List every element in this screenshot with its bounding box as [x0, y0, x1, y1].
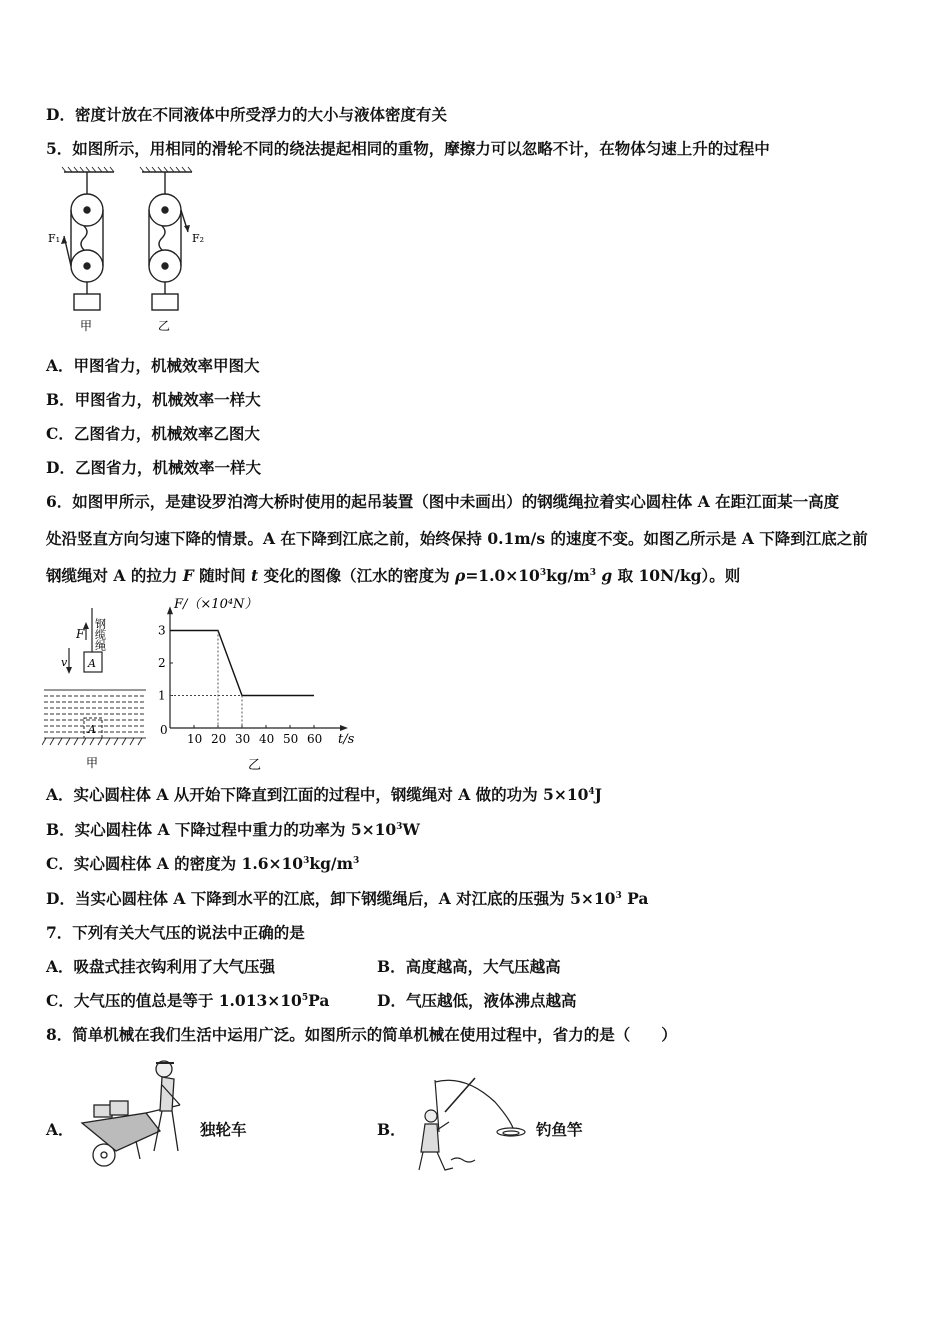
- q7-c-exp: 5: [301, 992, 309, 1003]
- q6-stem-line3: [46, 564, 740, 586]
- q6-var-t: t: [251, 566, 259, 585]
- q6-d-exp: 3: [615, 890, 622, 901]
- jia-force-label: F: [76, 627, 85, 641]
- q6-b-unit: W: [402, 820, 420, 839]
- chart-x-tick-label: 30: [235, 732, 251, 746]
- pulley-system-jia: [62, 167, 114, 310]
- chart-series-line: [170, 631, 314, 696]
- q6-stem-line2: 处沿竖直方向匀速下降的情景。A 在下降到江底之前，始终保持 0.1m/s 的速度不变。如图乙所示是 A 下降到江底之前: [46, 529, 868, 548]
- q7-option-a: A．吸盘式挂衣钩利用了大气压强: [46, 957, 276, 976]
- chart-y-axis-arrow: [167, 606, 173, 614]
- q6-option-b: [46, 818, 420, 840]
- q6-figure-jia: [42, 604, 152, 774]
- q5-pulley-figure: [44, 166, 214, 336]
- q6-option-c: [46, 852, 359, 874]
- q8-option-b-label: 钓鱼竿: [536, 1120, 583, 1139]
- chart-y-tick-label: 2: [158, 656, 166, 670]
- q4-option-d: D．密度计放在不同液体中所受浮力的大小与液体密度有关: [46, 105, 447, 124]
- chart-caption: 乙: [248, 758, 262, 773]
- wheelbarrow-illustration: [76, 1055, 196, 1173]
- q7-c-unit: Pa: [308, 991, 330, 1010]
- chart-x-tick-label: 20: [211, 732, 227, 746]
- q6-stem-line1: [46, 490, 839, 512]
- pulley-system-yi: [140, 167, 192, 310]
- q6-a-unit: J: [594, 785, 603, 804]
- q7-option-d: D．气压越低，液体沸点越高: [377, 991, 577, 1010]
- jia-block-underwater-label: A: [88, 723, 96, 736]
- chart-y-tick-label: 1: [158, 688, 166, 703]
- q7-stem: [46, 921, 305, 943]
- chart-y-axis-label: F/（×10⁴N）: [174, 597, 258, 612]
- q5-stem: [46, 137, 770, 159]
- yi-caption: 乙: [158, 319, 171, 333]
- jia-velocity-label: v: [61, 656, 68, 669]
- q6-text3a: 钢缆绳对 A 的拉力: [46, 566, 183, 585]
- chart-x-axis-label: t/s: [338, 732, 355, 747]
- q5-stem-text: 如图所示，用相同的滑轮不同的绕法提起相同的重物，摩擦力可以忽略不计，在物体匀速上升的过程中: [72, 139, 770, 158]
- q6-text3b: 随时间: [193, 566, 252, 585]
- q6-text3c: 变化的图像（江水的密度为: [258, 566, 455, 585]
- q5-number: 5．: [46, 139, 73, 158]
- q6-b-exp: 3: [396, 821, 403, 832]
- q6-a-exp: 4: [588, 786, 595, 797]
- chart-x-tick-label: 10: [187, 732, 203, 746]
- q8-stem: [46, 1023, 677, 1045]
- q7-option-c: [46, 989, 329, 1011]
- chart-x-axis-arrow: [340, 725, 348, 731]
- q6-c-unit: kg/m: [309, 854, 353, 873]
- f1-label: F₁: [48, 232, 61, 245]
- q7-option-b: B．高度越高，大气压越高: [377, 957, 561, 976]
- q8-number: 8．: [46, 1025, 73, 1044]
- q6-force-time-chart: [152, 592, 372, 774]
- q6-option-a: [46, 783, 602, 805]
- q7-c-text: C．大气压的值总是等于 1.013×10: [46, 991, 302, 1010]
- q6-text1: 如图甲所示，是建设罗泊湾大桥时使用的起吊装置（图中未画出）的钢缆绳拉着实心圆柱体 A 在距江面某一高度: [72, 492, 840, 511]
- q6-var-f: F: [182, 566, 194, 585]
- q8-option-a-letter: A．: [46, 1120, 74, 1139]
- q6-exp2: 3: [589, 567, 596, 578]
- q6-d-text: D．当实心圆柱体 A 下降到水平的江底，卸下钢缆绳后，A 对江底的压强为 5×10: [46, 889, 616, 908]
- q5-option-b: B．甲图省力，机械效率一样大: [46, 390, 261, 409]
- q6-text3e: kg/m: [546, 566, 590, 585]
- jia-caption: 甲: [80, 319, 93, 333]
- q6-exp1: 3: [539, 567, 547, 578]
- q8-stem-text: 简单机械在我们生活中运用广泛。如图所示的简单机械在使用过程中，省力的是（ ）: [72, 1025, 677, 1044]
- q6-c-text: C．实心圆柱体 A 的密度为 1.6×10: [46, 854, 304, 873]
- q5-option-d: D．乙图省力，机械效率一样大: [46, 458, 261, 477]
- chart-origin-label: 0: [160, 723, 168, 737]
- q6-b-text: B．实心圆柱体 A 下降过程中重力的功率为 5×10: [46, 820, 397, 839]
- jia-rope-label: 钢缆绳: [93, 618, 107, 651]
- q6-c-exp: 3: [303, 855, 310, 866]
- chart-y-tick-label: 3: [158, 623, 166, 638]
- q7-stem-text: 下列有关大气压的说法中正确的是: [72, 923, 305, 942]
- chart-x-tick-label: 40: [259, 732, 275, 746]
- q6-c-exp2: 3: [352, 855, 360, 866]
- fishing-rod-illustration: [405, 1072, 533, 1174]
- q6-text3f: 取 10N/kg）。则: [612, 566, 741, 585]
- q6-d-unit: Pa: [621, 889, 649, 908]
- chart-x-tick-label: 60: [307, 732, 323, 746]
- q6-a-text: A．实心圆柱体 A 从开始下降直到江面的过程中，钢缆绳对 A 做的功为 5×10: [46, 785, 589, 804]
- q8-option-b-letter: B．: [377, 1120, 406, 1139]
- q6-option-d: [46, 887, 648, 909]
- q6-var-rho: ρ: [455, 566, 466, 585]
- jia-figure-caption: 甲: [86, 756, 99, 770]
- jia-block-label: A: [88, 657, 96, 670]
- q8-option-a-label: 独轮车: [200, 1120, 247, 1139]
- f2-label: F₂: [192, 232, 205, 245]
- chart-x-tick-label: 50: [283, 732, 299, 746]
- q5-option-c: C．乙图省力，机械效率乙图大: [46, 424, 260, 443]
- q7-number: 7．: [46, 923, 73, 942]
- q5-option-a: A．甲图省力，机械效率甲图大: [46, 356, 260, 375]
- q6-var-g: g: [596, 566, 613, 585]
- q6-text3d: =1.0×10: [465, 566, 540, 585]
- q6-number: 6．: [46, 492, 73, 511]
